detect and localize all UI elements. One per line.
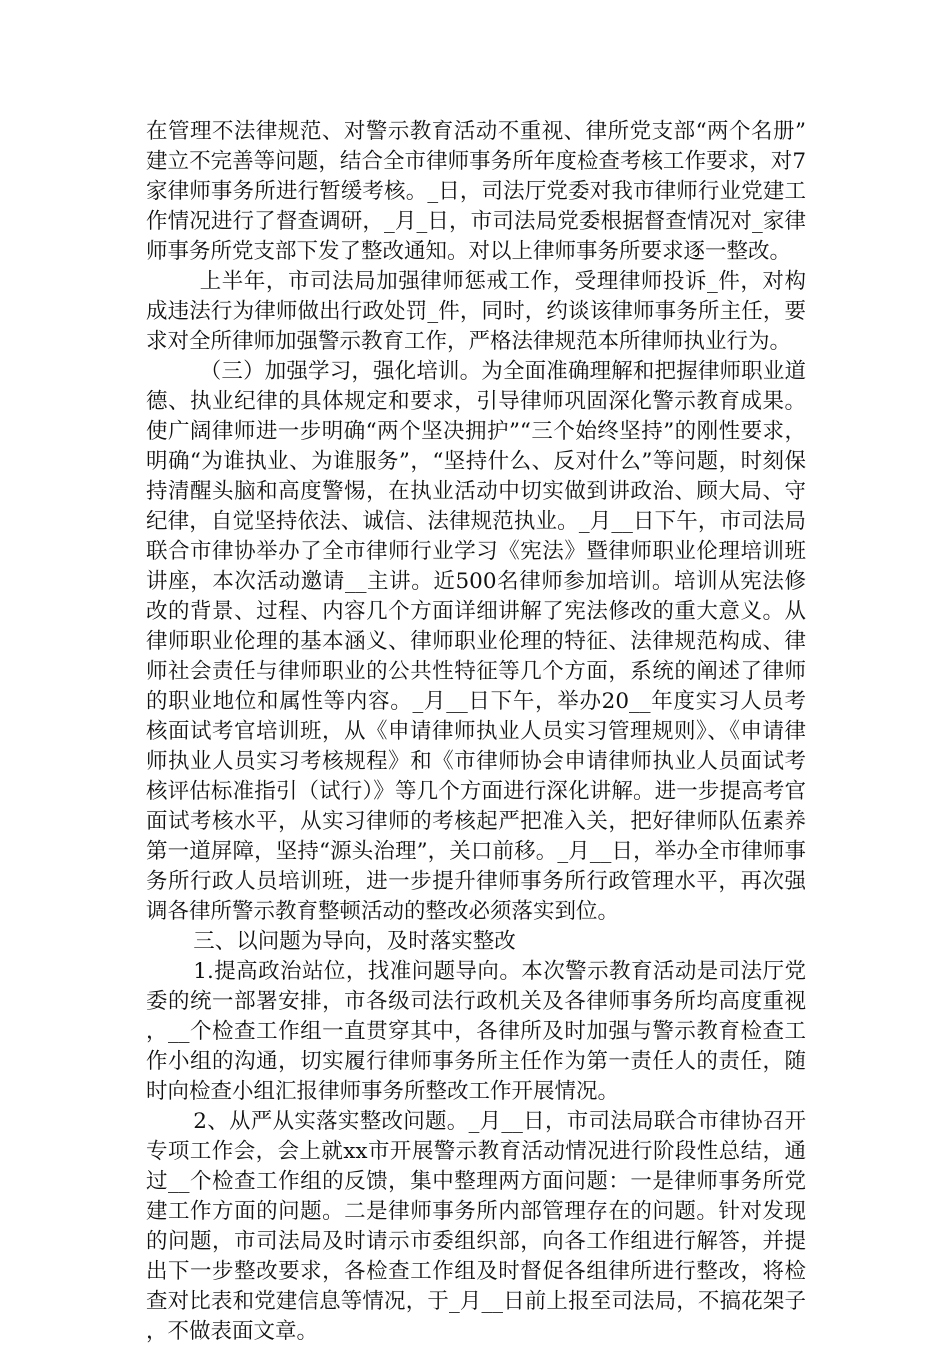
paragraph-political-stance: 1.提高政治站位，找准问题导向。本次警示教育活动是司法厅党委的统一部署安排，市各级司法行政机关及各律师事务所均高度重视，__个检查工作组一直贯穿其中，各律所及时加强与警示教育检查工作小组的沟通，切实履行律师事务所主任作为第一责任人的责任，随时向检查小组汇报律师事务所整改工作开展情况。 <box>146 959 806 1104</box>
paragraph-first-half-year: 上半年，市司法局加强律师惩戒工作，受理律师投诉_件，对构成违法行为律师做出行政处罚_件，同时，约谈该律师事务所主任，要求对全所律师加强警示教育工作，严格法律规范本所律师执业行为。 <box>146 269 806 354</box>
paragraph-training: （三）加强学习，强化培训。为全面准确理解和把握律师职业道德、执业纪律的具体规定和要求，引导律师巩固深化警示教育成果。使广阔律师进一步明确“两个坚决拥护”“三个始终坚持”的刚性要求，明确“为谁执业、为谁服务”，“坚持什么、反对什么”等问题，时刻保持清醒头脑和高度警惕，在执业活动中切实做到讲政治、顾大局、守纪律，自觉坚持依法、诚信、法律规范执业。_月__日下午，市司法局联合市律协举办了全市律师行业学习《宪法》暨律师职业伦理培训班讲座，本次活动邀请__主讲。近500名律师参加培训。培训从宪法修改的背景、过程、内容几个方面详细讲解了宪法修改的重大意义。从律师职业伦理的基本涵义、律师职业伦理的特征、法律规范构成、律师社会责任与律师职业的公共性特征等几个方面，系统的阐述了律师的职业地位和属性等内容。_月__日下午，举办20__年度实习人员考核面试考官培训班，从《申请律师执业人员实习管理规则》、《申请律师执业人员实习考核规程》和《市律师协会申请律师执业人员面试考核评估标准指引（试行）》等几个方面进行深化讲解。进一步提高考官面试考核水平，从实习律师的考核起严把准入关，把好律师队伍素养第一道屏障，坚持“源头治理”，关口前移。_月__日，举办全市律师事务所行政人员培训班，进一步提升律师事务所行政管理水平，再次强调各律所警示教育整顿活动的整改必须落实到位。 <box>146 359 807 924</box>
paragraph-disciplinary-review: 在管理不法律规范、对警示教育活动不重视、律所党支部“两个名册”建立不完善等问题，结合全市律师事务所年度检查考核工作要求，对7家律师事务所进行暂缓考核。_日，司法厅党委对我市律师行业党建工作情况进行了督查调研，_月_日，市司法局党委根据督查情况对_家律师事务所党支部下发了整改通知。对以上律师事务所要求逐一整改。 <box>146 119 806 264</box>
paragraph-strict-rectification: 2、从严从实落实整改问题。_月__日，市司法局联合市律协召开专项工作会，会上就xx市开展警示教育活动情况进行阶段性总结，通过__个检查工作组的反馈，集中整理两方面问题：一是律师事务所党建工作方面的问题。二是律师事务所内部管理存在的问题。针对发现的问题，市司法局及时请示市委组织部，向各工作组进行解答，并提出下一步整改要求，各检查工作组及时督促各组律所进行整改，将检查对比表和党建信息等情况，于_月__日前上报至司法局，不搞花架子，不做表面文章。 <box>146 1109 806 1344</box>
document-body <box>146 117 806 1347</box>
section-heading-rectification: 三、以问题为导向，及时落实整改 <box>193 929 516 954</box>
